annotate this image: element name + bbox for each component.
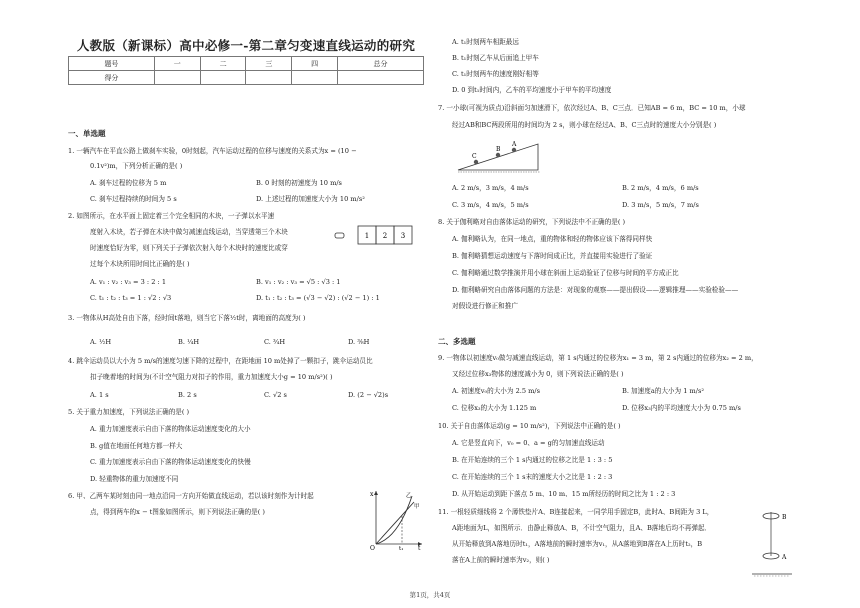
block-label-3: 3 <box>400 232 406 240</box>
score-cell: 得分 <box>69 71 155 85</box>
score-cell: 总分 <box>338 57 424 71</box>
q2-stem-line2: 度射入木块，若子弹在木块中做匀减速直线运动，当穿透第三个木块 <box>90 228 288 236</box>
q1-stem-line2: 0.1v²)m，下列分析正确的是( ) <box>90 162 183 170</box>
q11-washers-figure <box>748 506 794 580</box>
point-b-ball <box>496 153 500 157</box>
score-cell <box>246 71 292 85</box>
q6-option-b: B. t₁时刻乙车从后面追上甲车 <box>452 54 539 62</box>
q2-stem-line4: 过每个木块所用时间比正确的是( ) <box>90 260 190 268</box>
score-row-values <box>69 71 424 85</box>
page-footer: 第1页，共4页 <box>409 591 451 599</box>
q7-option-b: B. 2 m/s，4 m/s，6 m/s <box>622 184 699 192</box>
q5-option-d: D. 轻重物体的重力加速度不同 <box>90 475 179 483</box>
yi-curve <box>376 496 412 544</box>
q9-option-a: A. 初速度v₀的大小为 2.5 m/s <box>452 387 541 395</box>
q3-option-c: C. ¾H <box>264 338 286 346</box>
q4-option-a: A. 1 s <box>90 391 109 399</box>
x-axis-label: x <box>370 491 374 498</box>
washer-a-label: A <box>782 554 787 561</box>
x-axis-arrow <box>374 491 378 495</box>
section-multi-choice: 二、多选题 <box>438 337 476 346</box>
q1-option-b: B. 0 时刻的初速度为 10 m/s <box>256 179 342 187</box>
block-label-2: 2 <box>382 232 388 240</box>
q7-option-c: C. 3 m/s，4 m/s，5 m/s <box>452 201 529 209</box>
q6-stem-line2: 点，得到两车的x − t图象如图所示，则下列说法正确的是( ) <box>90 508 265 516</box>
score-table <box>68 56 424 85</box>
q6-option-c: C. t₁时刻两车的速度刚好相等 <box>452 70 539 78</box>
q2-option-c: C. t₁ : t₂ : t₃ = 1 : √2 : √3 <box>90 294 172 302</box>
q10-stem: 10. 关于自由落体运动(g = 10 m/s²)，下列说法中正确的是( ) <box>438 422 621 430</box>
bullet-shape <box>335 233 344 238</box>
q2-option-a: A. v₁ : v₂ : v₃ = 3 : 2 : 1 <box>90 278 167 286</box>
q11-stem-line4: 落在A上前的瞬时速率为v₂，则( ) <box>452 556 550 564</box>
label-a: A <box>512 141 517 148</box>
label-b: B <box>496 146 501 153</box>
score-cell <box>200 71 246 85</box>
score-cell: 题号 <box>69 57 155 71</box>
q2-stem-line3: 时速度恰好为零，则下列关于子弹依次射入每个木块时的速度比或穿 <box>90 244 288 252</box>
q1-option-d: D. 上述过程的加速度大小为 10 m/s² <box>256 195 365 203</box>
bullet-blocks-figure <box>334 224 418 246</box>
q8-option-b: B. 伽利略猜想运动速度与下落时间成正比，并直接用实验进行了验证 <box>452 252 653 260</box>
q3-option-a: A. ½H <box>90 338 112 346</box>
point-a-ball <box>512 148 516 152</box>
section-single-choice: 一、单选题 <box>68 129 106 138</box>
q2-option-d: D. t₁ : t₂ : t₃ = (√3 − √2) : (√2 − 1) : 1 <box>256 294 380 302</box>
q6-xt-graph <box>368 488 424 550</box>
q4-stem-line1: 4. 跳伞运动员以大小为 5 m/s的速度匀速下降的过程中，在距地面 10 m处掉了一颗扣子，跳伞运动员比 <box>68 357 373 365</box>
q6-stem-line1: 6. 甲、乙两车某时刻由同一地点沿同一方向开始做直线运动，若以该时刻作为计时起 <box>68 492 314 500</box>
q9-option-c: C. 位移x₃的大小为 1.125 m <box>452 404 537 412</box>
q3-option-d: D. ⅜H <box>348 338 370 346</box>
q10-option-d: D. 从开始运动到距下落点 5 m、10 m、15 m所经历的时间之比为 1 : 2 : 3 <box>452 490 676 498</box>
q4-option-d: D. (2 − √2)s <box>348 391 389 399</box>
score-cell <box>292 71 338 85</box>
q9-stem-line2: 又经过位移x₃物体的速度减小为 0，则下列说法正确的是( ) <box>452 370 624 378</box>
q4-option-b: B. 2 s <box>178 391 197 399</box>
q4-option-c: C. √2 s <box>264 391 287 399</box>
q5-option-c: C. 重力加速度表示自由下落的物体运动速度变化的快慢 <box>90 458 251 466</box>
q2-stem-line1: 2. 如图所示，在水平面上固定着三个完全相同的木块，一子弹以水平速 <box>68 212 275 220</box>
score-row-header <box>69 57 424 71</box>
q11-stem-line2: A距地面为L，如图所示．由静止释放A、B，不计空气阻力，且A、B落地后均不再弹起． <box>452 524 712 532</box>
q4-stem-line2: 扣子晚着地的时间为(不计空气阻力对扣子的作用，重力加速度大小g = 10 m/s²)( ) <box>90 373 333 381</box>
q7-option-a: A. 2 m/s，3 m/s，4 m/s <box>452 184 529 192</box>
t1-label: t₁ <box>399 546 404 550</box>
q9-option-d: D. 位移x₃内的平均速度大小为 0.75 m/s <box>622 404 741 412</box>
q7-stem-line2: 经过AB和BC两段所用的时间均为 2 s，则小球在经过A、B、C三点时的速度大小分别是( ) <box>452 121 717 129</box>
q10-option-c: C. 在开始连续的三个 1 s末的速度大小之比是 1 : 2 : 3 <box>452 473 613 481</box>
q3-option-b: B. ¼H <box>178 338 200 346</box>
q2-option-b: B. v₁ : v₂ : v₃ = √5 : √3 : 1 <box>256 278 341 286</box>
q5-stem: 5. 关于重力加速度，下列说法正确的是( ) <box>68 408 190 416</box>
score-cell: 四 <box>292 57 338 71</box>
washer-b-label: B <box>782 514 787 521</box>
t-axis-label: t <box>418 545 421 550</box>
q10-option-a: A. 它是竖直向下，v₀ = 0、a = g的匀加速直线运动 <box>452 439 605 447</box>
jia-line <box>376 502 414 544</box>
q7-stem-line1: 7. 一小球(可视为质点)沿斜面匀加速滑下，依次经过A、B、C三点．已知AB = 6 m，BC = 10 m，小球 <box>438 104 746 112</box>
q6-option-d: D. 0 到t₁时间内，乙车的平均速度小于甲车的平均速度 <box>452 86 612 94</box>
label-c: C <box>472 153 477 160</box>
q10-option-b: B. 在开始连续的三个 1 s内通过的位移之比是 1 : 3 : 5 <box>452 456 613 464</box>
score-cell <box>154 71 200 85</box>
score-cell: 一 <box>154 57 200 71</box>
q7-incline-figure <box>456 138 542 174</box>
q11-stem-line3: 从开始释放到A落地历时t₁，A落地前的瞬时速率为v₁，从A落地到B落在A上历时t₂，B <box>452 540 703 548</box>
q7-option-d: D. 3 m/s，5 m/s，7 m/s <box>622 201 699 209</box>
q8-option-a: A. 伽利略认为，在同一地点，重的物体和轻的物体应该下落得同样快 <box>452 235 653 243</box>
yi-label: 乙 <box>406 493 412 499</box>
score-cell <box>338 71 424 85</box>
q1-option-a: A. 刹车过程的位移为 5 m <box>90 179 167 187</box>
q8-stem: 8. 关于伽利略对自由落体运动的研究，下列说法中不正确的是( ) <box>438 218 626 226</box>
q11-stem-line1: 11. 一根轻质细线将 2 个薄铁垫片A、B连接起来，一同学用手固定B，此时A、B间距为 3 L， <box>438 508 714 516</box>
page-title: 人教版（新课标）高中必修一-第二章匀变速直线运动的研究 <box>76 38 416 53</box>
point-c-ball <box>474 160 478 164</box>
block-label-1: 1 <box>364 232 370 240</box>
q8-option-d-line1: D. 伽利略研究自由落体问题的方法是：对现象的观察——提出假设——逻辑推理——实验检验—— <box>452 286 739 294</box>
score-cell: 三 <box>246 57 292 71</box>
q5-option-b: B. g值在地面任何地方都一样大 <box>90 442 183 450</box>
q8-option-d-line2: 对假设进行修正和推广 <box>452 302 518 310</box>
q9-option-b: B. 加速度a的大小为 1 m/s² <box>622 387 705 395</box>
q1-option-c: C. 刹车过程持续的时间为 5 s <box>90 195 177 203</box>
q8-option-c: C. 伽利略通过数学推演并用小球在斜面上运动验证了位移与时间的平方成正比 <box>452 269 679 277</box>
jia-label: 甲 <box>414 504 420 510</box>
q5-option-a: A. 重力加速度表示自由下落的物体运动速度变化的大小 <box>90 425 251 433</box>
q6-option-a: A. t₁时刻两车相距最远 <box>452 38 519 46</box>
q9-stem-line1: 9. 一物体以初速度v₀做匀减速直线运动，第 1 s内通过的位移为x₁ = 3 m，第 2 s内通过的位移为x₂ = 2 m， <box>438 354 758 362</box>
q1-stem-line1: 1. 一辆汽车在平直公路上做刹车实验，0时刻起，汽车运动过程的位移与速度的关系式为x = (10 − <box>68 147 357 155</box>
score-cell: 二 <box>200 57 246 71</box>
q3-stem: 3. 一物体从H高处自由下落，经时间t落地，则当它下落½t时，离地面的高度为( ) <box>68 314 306 322</box>
origin-label: O <box>370 545 375 550</box>
